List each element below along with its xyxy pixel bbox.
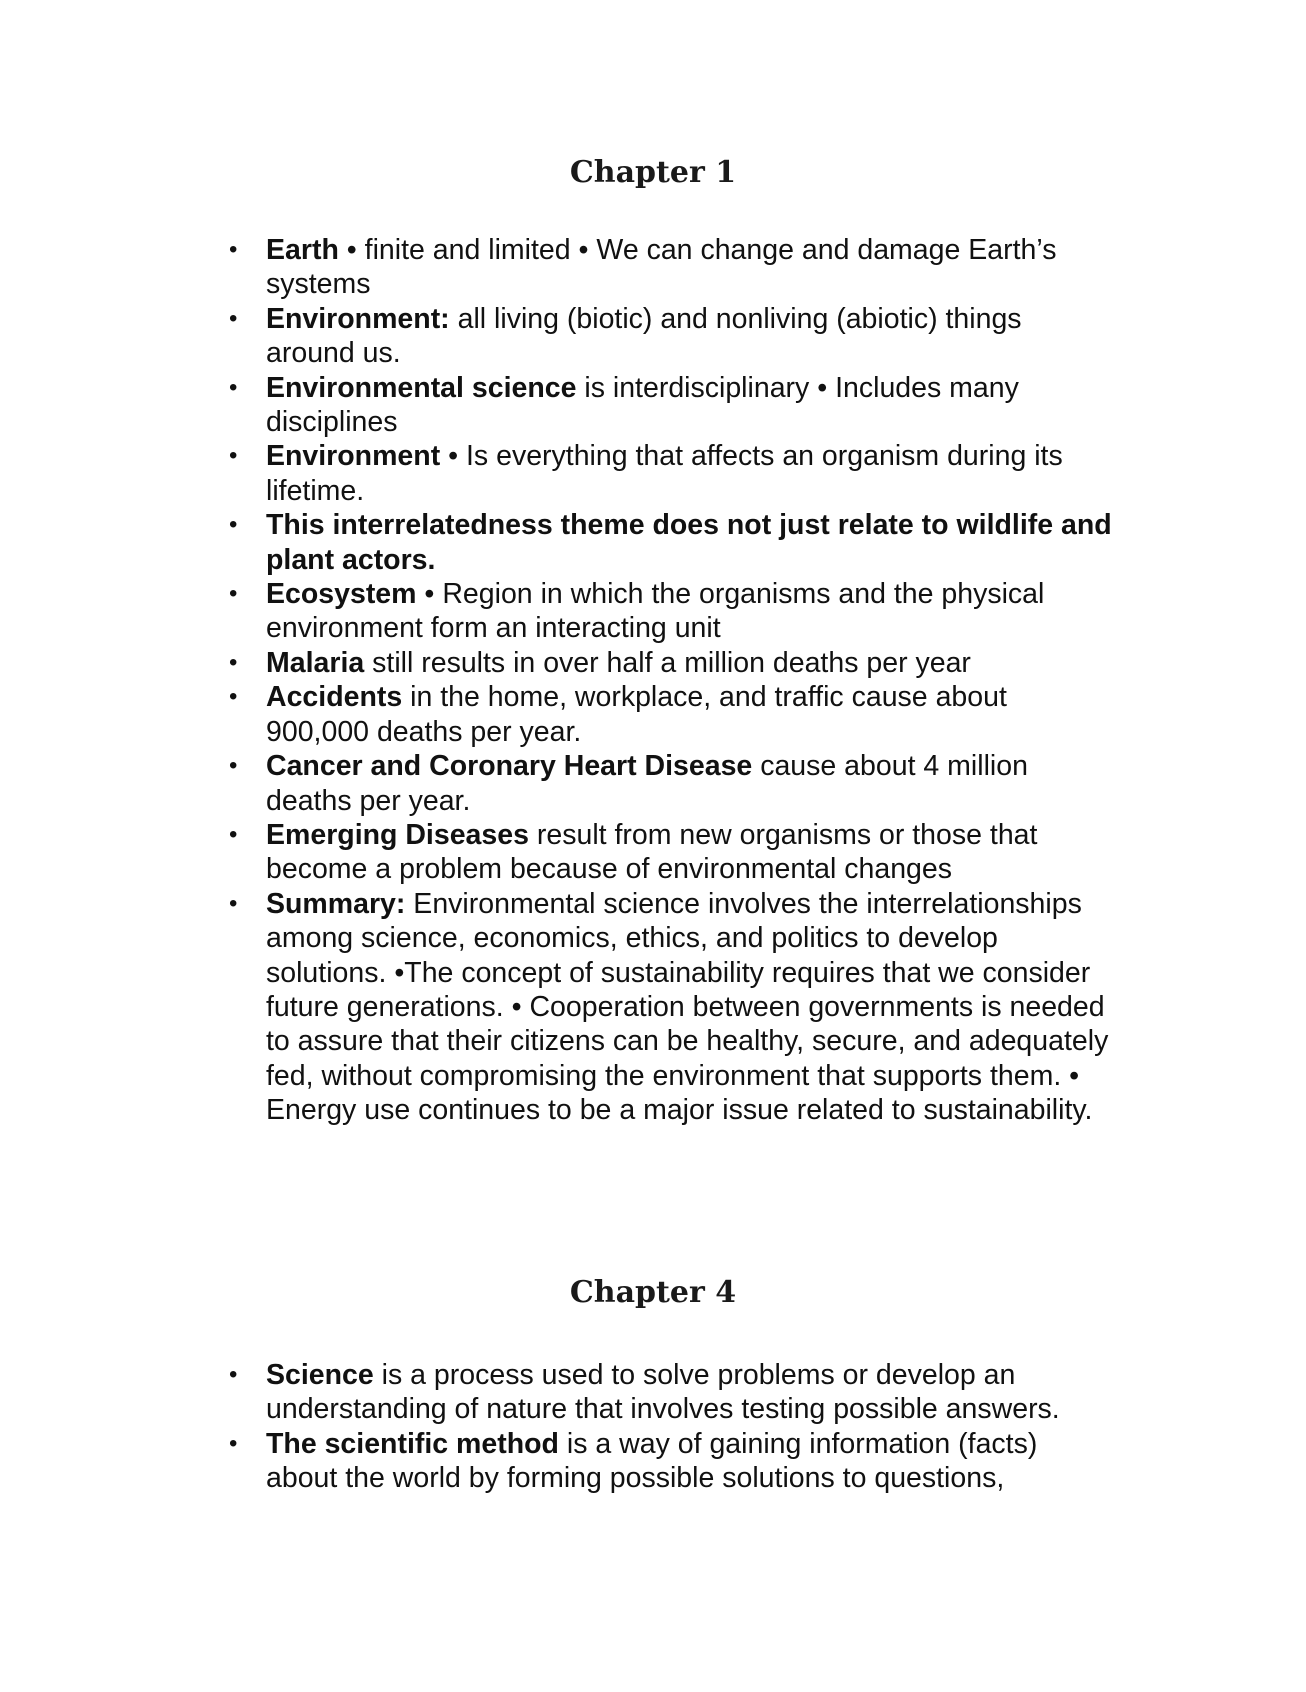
list-item-science (224, 1358, 1114, 1427)
list-item-summary (224, 887, 1114, 1128)
chapter-4-bullet-list (224, 1358, 1114, 1496)
list-item-cancer-heart-disease (224, 749, 1114, 818)
term-interrelatedness: This interrelatedness theme does not just relate to wildlife and plant actors. (266, 509, 1112, 576)
chapter-1-bullet-list (224, 233, 1114, 1128)
definition-cancer-heart-disease: cause about 4 million deaths per year. (266, 750, 1028, 817)
term-environment-organism: Environment (266, 440, 441, 473)
term-ecosystem: Ecosystem (266, 578, 417, 611)
definition-environment: all living (biotic) and nonliving (abiotic) things around us. (266, 302, 1022, 370)
term-scientific-method: The scientific method (266, 1427, 559, 1460)
list-item-malaria (224, 646, 1114, 680)
list-item-scientific-method (224, 1427, 1114, 1496)
chapter-4-title: Chapter 4 (569, 1275, 737, 1310)
list-item-ecosystem (224, 577, 1114, 646)
definition-accidents: in the home, workplace, and traffic cause about 900,000 deaths per year. (266, 681, 1007, 748)
definition-environment-organism: • Is everything that affects an organism during its lifetime. (266, 440, 1063, 507)
list-item-accidents (224, 680, 1114, 749)
term-science: Science (266, 1359, 374, 1391)
definition-summary: Environmental science involves the interrelationships among science, economics, ethics, and politics to develop solutions. •The concept of sustainability requires that we consider future generations. • Cooperation between governments is needed to assure that their citizens can be healthy, secure, and adequately fed, without compromising the environment that supports them. • Energy use continues to be a major issue related to sustainability. (266, 887, 1109, 1127)
definition-ecosystem: • Region in which the organisms and the physical environment form an interacting unit (266, 578, 1045, 645)
term-malaria: Malaria (266, 646, 365, 679)
list-item-environment-organism (224, 439, 1114, 508)
term-cancer-heart-disease: Cancer and Coronary Heart Disease (266, 750, 753, 783)
bullet-icon: • (229, 1361, 238, 1388)
term-earth: Earth (266, 234, 339, 266)
bullet-icon: • (229, 373, 238, 401)
term-summary: Summary: (266, 887, 406, 920)
definition-emerging-diseases: result from new organisms or those that become a problem because of environmental changes (266, 818, 1038, 886)
list-item-interrelatedness (224, 508, 1114, 577)
bullet-icon: • (229, 511, 238, 539)
bullet-icon: • (229, 304, 238, 332)
bullet-icon: • (229, 820, 238, 848)
definition-malaria: still results in over half a million deaths per year (364, 646, 971, 679)
bullet-icon: • (229, 442, 238, 470)
bullet-icon: • (229, 1429, 238, 1457)
bullet-icon: • (229, 889, 238, 917)
definition-earth: • finite and limited • We can change and damage Earth’s systems (266, 234, 1057, 301)
definition-environmental-science: is interdisciplinary • Includes many disciplines (266, 371, 1019, 439)
bullet-icon: • (229, 683, 238, 711)
bullet-icon: • (229, 580, 238, 608)
list-item-environment (224, 302, 1114, 371)
term-environmental-science: Environmental science (266, 371, 577, 404)
bullet-icon: • (229, 236, 238, 263)
term-accidents: Accidents (266, 681, 403, 714)
list-item-emerging-diseases (224, 818, 1114, 887)
definition-science: is a process used to solve problems or develop an understanding of nature that involves testing possible answers. (266, 1359, 1060, 1426)
definition-scientific-method: is a way of gaining information (facts) about the world by forming possible solutions to questions, (266, 1427, 1038, 1495)
bullet-icon: • (229, 752, 238, 780)
list-item-earth (224, 233, 1114, 302)
chapter-1-title: Chapter 1 (569, 155, 737, 190)
term-emerging-diseases: Emerging Diseases (266, 818, 529, 851)
term-environment: Environment: (266, 302, 450, 335)
bullet-icon: • (229, 648, 238, 676)
list-item-environmental-science (224, 371, 1114, 440)
